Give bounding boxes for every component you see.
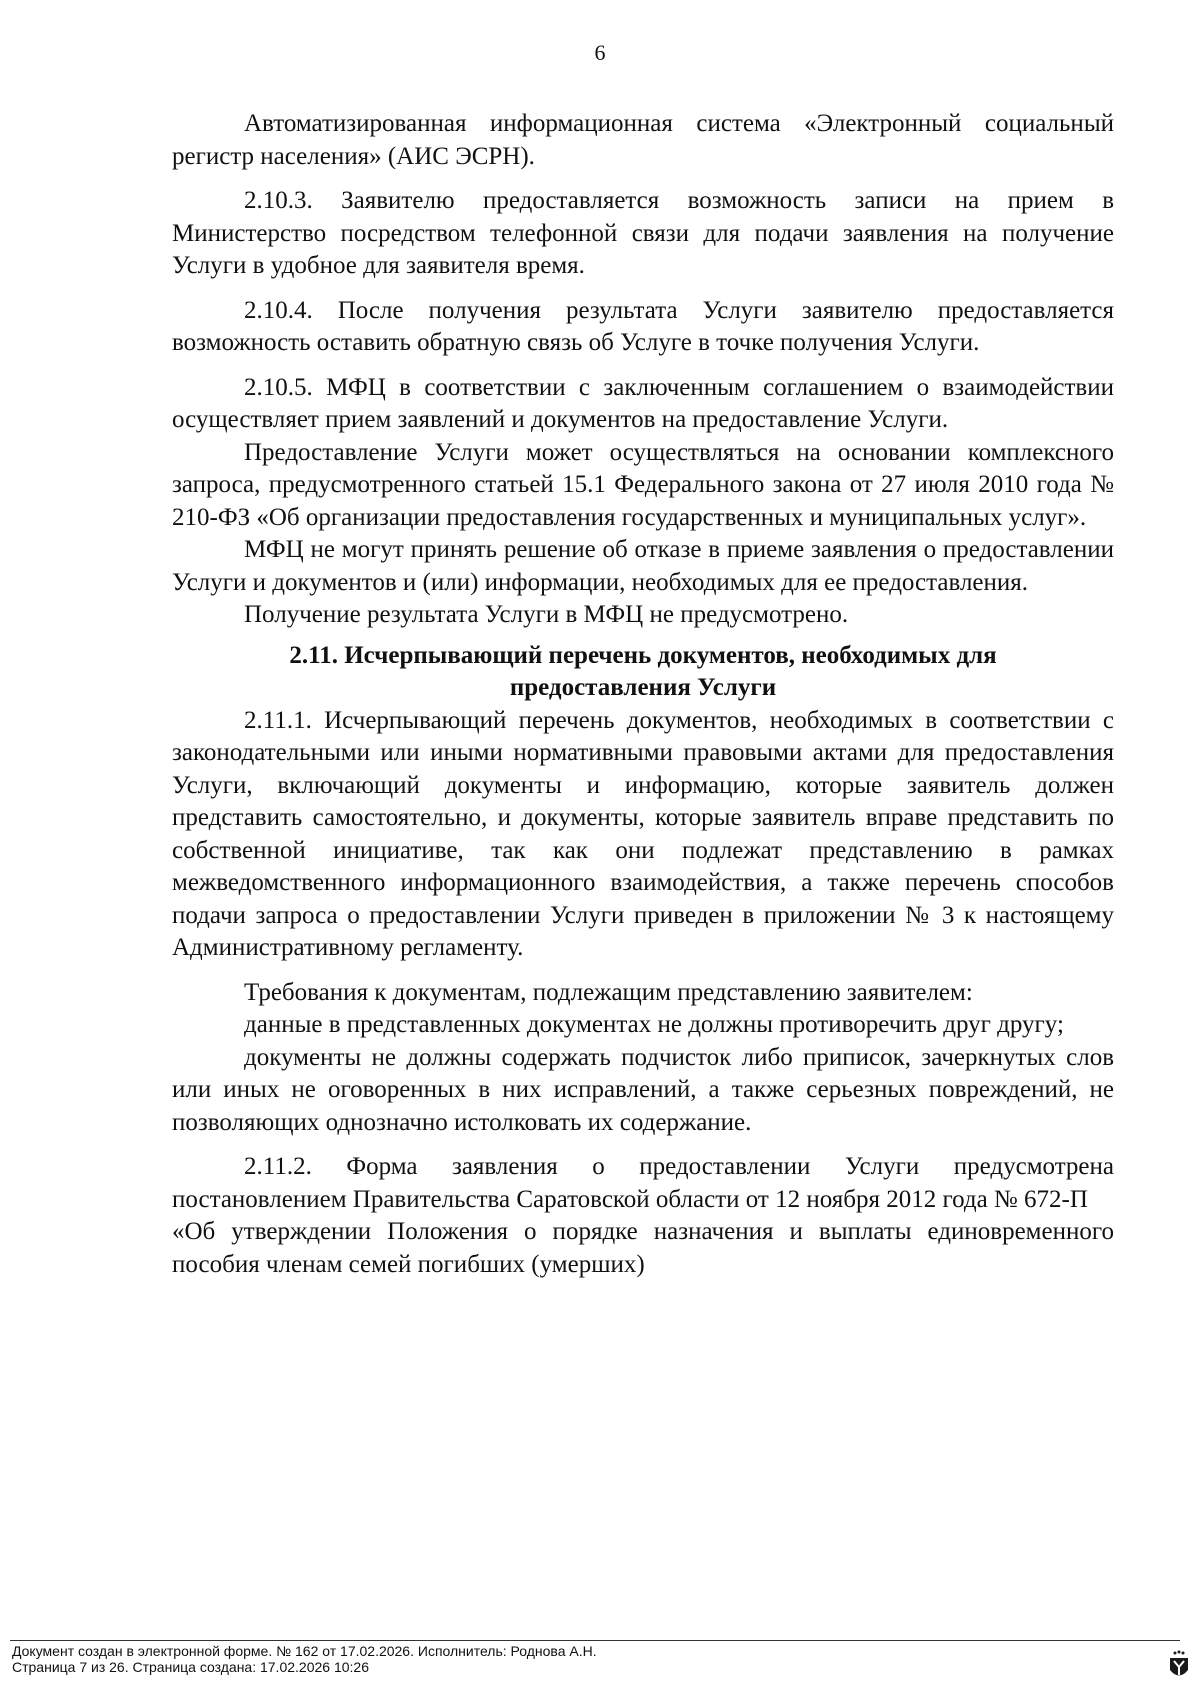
- paragraph-2-11-2: 2.11.2. Форма заявления о предоставлении Услуги предусмотрена постановлением Правительства Саратовской области от 12 ноября 2012 года № 672-П: [172, 1153, 1114, 1213]
- paragraph-2-10-4: 2.10.4. После получения результата Услуги заявителю предоставляется возможность оставить обратную связь об Услуге в точке получения Услуги.: [172, 296, 1114, 356]
- footer-line-2: Страница 7 из 26. Страница создана: 17.02.2026 10:26: [12, 1659, 369, 1675]
- paragraph-mfc-result: Получение результата Услуги в МФЦ не предусмотрено.: [244, 601, 849, 628]
- paragraph-2-10-3: 2.10.3. Заявителю предоставляется возможность записи на прием в Министерство посредством телефонной связи для подачи заявления на получение Услуги в удобное для заявителя время.: [172, 187, 1114, 279]
- section-heading-line-2: предоставления Услуги: [509, 674, 777, 701]
- section-heading-2-11: [172, 640, 1114, 705]
- paragraph-complex-request: Предоставление Услуги может осуществляться на основании комплексного запроса, предусмотренного статьей 15.1 Федерального закона от 27 июля 2010 года № 210-ФЗ «Об организации предоставления государственных и муниципальных услуг».: [172, 438, 1114, 531]
- paragraph-2-10-5: 2.10.5. МФЦ в соответствии с заключенным соглашением о взаимодействии осуществляет прием заявлений и документов на предоставление Услуги.: [172, 373, 1114, 433]
- paragraph-no-contradiction: данные в представленных документах не должны противоречить друг другу;: [244, 1011, 1064, 1038]
- section-heading-line-1: 2.11. Исчерпывающий перечень документов, необходимых для: [289, 641, 997, 669]
- document-body: [172, 108, 1114, 1281]
- paragraph-no-corrections: документы не должны содержать подчисток либо приписок, зачеркнутых слов или иных не оговоренных в них исправлений, а также серьезных повреждений, не позволяющих однозначно истолковать их содержание.: [172, 1043, 1114, 1136]
- paragraph-mfc-refusal: МФЦ не могут принять решение об отказе в приеме заявления о предоставлении Услуги и документов и (или) информации, необходимых для ее предоставления.: [172, 536, 1114, 596]
- document-footer: [12, 1643, 597, 1675]
- footer-divider: [10, 1640, 1180, 1641]
- paragraph-resolution-title: «Об утверждении Положения о порядке назначения и выплаты единовременного пособия членам семей погибших (умерших): [172, 1218, 1114, 1278]
- paragraph-ais-esrn: Автоматизированная информационная система «Электронный социальный регистр населения» (АИС ЭСРН).: [172, 110, 1114, 170]
- page-number: 6: [594, 40, 606, 65]
- saratov-coat-of-arms-icon: [1168, 1648, 1190, 1682]
- paragraph-requirements: Требования к документам, подлежащим представлению заявителем:: [244, 978, 973, 1006]
- paragraph-2-11-1: 2.11.1. Исчерпывающий перечень документов, необходимых в соответствии с законодательными или иными нормативными правовыми актами для предоставления Услуги, включающий документы и информацию, которые заявитель должен представить самостоятельно, и документы, которые заявитель вправе представить по собственной инициативе, так как они подлежат представлению в рамках межведомственного информационного взаимодействия, а также перечень способов подачи запроса о предоставлении Услуги приведен в приложении № 3 к настоящему Административному регламенту.: [172, 706, 1114, 961]
- footer-line-1: Документ создан в электронной форме. № 162 от 17.02.2026. Исполнитель: Роднова А.Н.: [12, 1643, 597, 1659]
